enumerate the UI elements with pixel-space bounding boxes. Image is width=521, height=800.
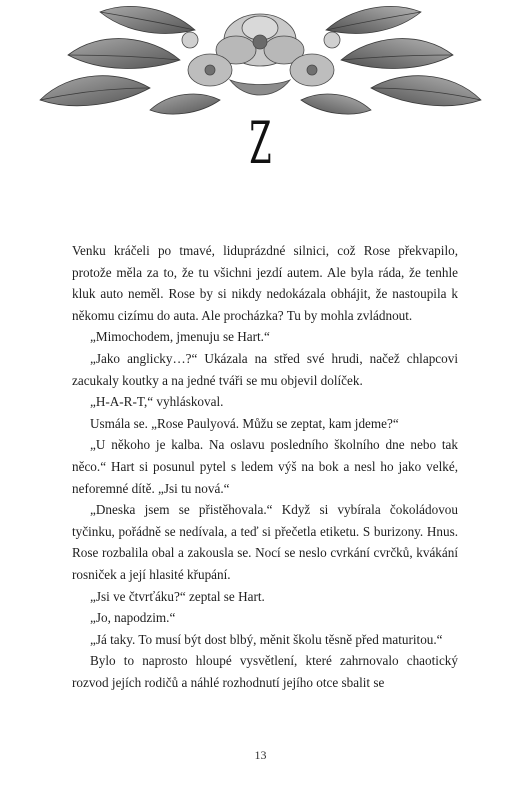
paragraph: „Mimochodem, jmenuju se Hart.“ <box>90 329 270 345</box>
flower-icon <box>182 14 340 95</box>
chapter-title: Z <box>249 109 272 177</box>
paragraph: Bylo to naprosto hloupé vysvětlení, které zahrnovalo chaotický rozvod jejích rodičů a náhlé rozhodnutí jejího otce sbalit se <box>72 653 458 690</box>
paragraph: „Jsi ve čtvrťáku?“ zeptal se Hart. <box>90 588 265 604</box>
paragraph: Venku kráčeli po tmavé, liduprázdné silnici, což Rose překvapilo, protože měla za to, že tu všichni jezdí autem. Ale byla ráda, že tenhle kluk auto neměl. Rose by si nikdy nedokázala obhájit, že nastoupila k někomu cizímu do auta. Ale procházka? Tu by mohla zvládnout. <box>72 243 458 323</box>
paragraph: „Jo, napodzim.“ <box>90 610 176 626</box>
paragraph: Usmála se. „Rose Paulyová. Můžu se zeptat, kam jdeme?“ <box>90 415 399 431</box>
paragraph: „Já taky. To musí být dost blbý, měnit školu těsně před maturitou.“ <box>90 631 443 647</box>
paragraph: „Jako anglicky…?“ Ukázala na střed své hrudi, načež chlapcovi zacukaly koutky a na jedné tváři se mu objevil dolíček. <box>72 350 458 388</box>
page-number: 13 <box>254 748 267 762</box>
paragraph: „H-A-R-T,“ vyhláskoval. <box>90 394 224 410</box>
body-text <box>72 240 458 693</box>
paragraph: „U někoho je kalba. Na oslavu posledního školního dne nebo tak něco.“ Hart si posunul pytel s ledem výš na bok a nesl ho jako velké, neforemné dítě. „Jsi tu nová.“ <box>72 437 458 496</box>
paragraph: „Dneska jsem se přistěhovala.“ Když si vybírala čokoládovou tyčinku, pořádně se nedívala, a teď si přečetla etiketu. S burizony. Hnus. Rose rozbalila obal a zakousla se. Nocí se neslo cvrkání cvrčků, kvákání rosniček a její hlasité křupání. <box>72 502 458 582</box>
